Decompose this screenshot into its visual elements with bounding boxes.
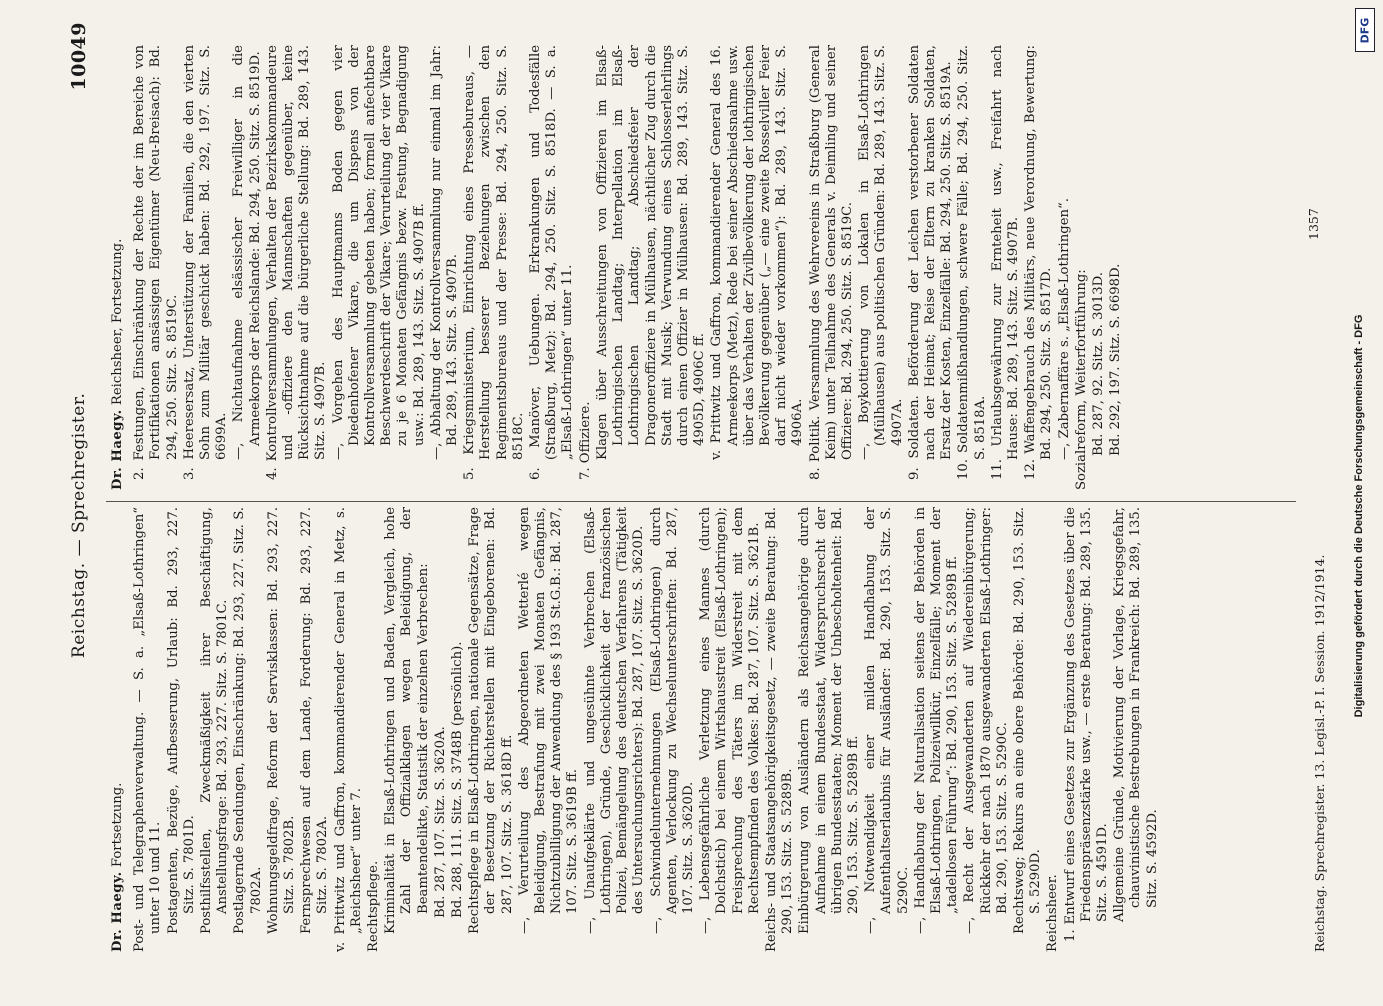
index-entry: Postagenten, Bezüge, Aufbesserung, Urlaub: Bd. 293, 227. Sitz. S. 7801D.	[165, 507, 197, 934]
right-speaker-name: Dr. Haegy.	[110, 409, 125, 490]
header-title: Reichstag. — Sprechregister.	[69, 392, 89, 659]
index-entry: v. Prittwitz und Gaffron, kommandierender General in Metz, s. „Reichsheer“ unter 7.	[332, 507, 364, 952]
index-entry: —, Abhaltung der Kontrollversammlung nur einmal im Jahr: Bd. 289, 143. Sitz. S. 4907B.	[428, 45, 461, 460]
dfg-logo-text: DFG	[1358, 17, 1372, 43]
index-entry: 2. Festungen, Einschränkung der Rechte der im Bereiche von Fortifikationen ansässigen Eigentümer (Neu-Breisach): Bd. 294, 250. Sitz. S. 8519C.	[132, 45, 180, 480]
index-entry: 7. Offiziere.	[577, 401, 593, 480]
index-entry: Rechtspflege.	[366, 860, 382, 952]
index-entry: Allgemeine Gründe, Motivierung der Vorlage, Kriegsgefahr, chauvinistische Bestrebungen in Frankreich: Bd. 289, 135. Sitz. S. 4592D.	[1112, 507, 1160, 922]
index-entry: Postlagernde Sendungen, Einschränkung: Bd. 293, 227. Sitz. S. 7802A.	[232, 507, 264, 934]
index-entry: Rechtspflege in Elsaß-Lothringen, nationale Gegensätze, Frage der Besetzung der Richterstellen mit Eingeborenen: Bd. 287, 107. Sitz. S. 3618D ff.	[467, 507, 515, 934]
index-entry: —, Unaufgeklärte und ungesühnte Verbrechen (Elsaß-Lothringen), Gründe, Geschicklichkeit der französischen Polizei, Bemängelung des deutschen Verfahrens (Tätigkeit des Untersuchungsrichters): Bd. 287, 107. Sitz. S. 3620D.	[582, 507, 647, 934]
index-entry: Fernsprechwesen auf dem Lande, Forderung: Bd. 293, 227. Sitz. S. 7802A.	[299, 507, 331, 934]
index-entry: Bd. 288, 111. Sitz. S. 3748B (persönlich).	[450, 641, 466, 918]
index-entry: 9. Soldaten. Beförderung der Leichen verstorbener Soldaten nach der Heimat; Reise der Eltern zu kranken Soldaten, Ersatz der Kosten, Einzelfälle: Bd. 294, 250. Sitz. S. 8519A.	[906, 45, 955, 480]
index-entry: Sozialreform, Weiterfortführung:	[1073, 269, 1089, 490]
index-entry: Rechtsweg; Rekurs an eine obere Behörde: Bd. 290, 153. Sitz. S. 5290D.	[1011, 507, 1044, 934]
index-entry: Bd. 292, 197. Sitz. S. 6698D.	[1108, 263, 1124, 456]
page-header	[62, 22, 96, 960]
left-column-head	[110, 507, 126, 952]
index-entry: 12. Waffengebrauch des Militärs, neue Verordnung, Bewertung: Bd. 294, 250. Sitz. S. 8517D.	[1023, 45, 1055, 480]
index-entry: —, Schwindelunternehmungen (Elsaß-Lothringen) durch Agenten, Verlockung zu Wechselunterschriften: Bd. 287, 107. Sitz. S. 3620D.	[648, 507, 696, 934]
index-entry: Posthilfsstellen, Zweckmäßigkeit ihrer Beschäftigung, Anstellungsfrage: Bd. 293, 227. Sitz. S. 7801C.	[199, 507, 231, 934]
right-column	[110, 45, 1125, 490]
index-entry: 5. Kriegsministerium, Einrichtung eines Pressebureaus, — Herstellung besserer Beziehungen zwischen den Regimentsbureaus und der Presse: Bd. 294, 250. Sitz. S. 8518C.	[462, 45, 526, 480]
index-entry: —, Verurteilung des Abgeordneten Wetterlé wegen Beleidigung, Bestrafung mit zwei Monaten Gefängnis, Nichtzubilligung der Anwendung des § 193 St.G.B.: Bd. 287, 107. Sitz. S. 3619B ff.	[516, 507, 581, 934]
page-number: 10049	[68, 22, 90, 91]
index-entry: —, Recht der Ausgewanderten auf Wiedereinbürgerung; Rückkehr der nach 1870 ausgewanderten Elsaß-Lothringer: Bd. 290, 153. Sitz. S. 5290C.	[962, 507, 1010, 934]
index-entry: Einbürgerung von Ausländern als Reichsangehörige durch Aufnahme in einem Bundesstaat, Widerspruchsrecht der übrigen Bundesstaaten; Moment der Unbescholtenheit: Bd. 290, 153. Sitz. S. 5289B ff.	[797, 507, 861, 934]
index-entry: 6. Manöver, Uebungen. Erkrankungen und Todesfälle (Straßburg, Metz): Bd. 294, 250. Sitz. S. 8518D. — S. a. „Elsaß-Lothringen“ unter 11.	[528, 45, 576, 480]
index-entry: 1. Entwurf eines Gesetzes zur Ergänzung des Gesetzes über die Friedenspräsenzstärke usw., — erste Beratung: Bd. 289, 135. Sitz. S. 4591D.	[1062, 507, 1110, 942]
footer-left: Reichstag. Sprechregister. 13. Legisl.-P. I. Session. 1912/1914.	[1312, 554, 1327, 952]
index-entry: 4. Kontrollversammlungen, Verhalten der Bezirkskommandeure und -offiziere den Mannschaften gegenüber, keine Rücksichtnahme auf die bürgerliche Stellung: Bd. 289, 143. Sitz. S. 4907B.	[264, 45, 329, 480]
left-speaker-name: Dr. Haegy.	[110, 871, 125, 952]
index-entry: Reichsheer.	[1045, 874, 1061, 952]
column-divider	[106, 501, 1296, 502]
dfg-funding-note: Digitalisierung gefördert durch die Deutsche Forschungsgemeinschaft - DFG	[1353, 314, 1365, 718]
right-continuation: Reichsheer, Fortsetzung.	[110, 238, 125, 406]
index-entry: v. Prittwitz und Gaffron, kommandierender General des 16. Armeekorps (Metz), Rede bei seiner Abschiedsnahme usw. über das Verhalten der Zivilbevölkerung der lothringischen Bevölkerung gegenüber („— eine zweite Rosselviller Feier darf nicht wieder vorkommen“): Bd. 289, 143. Sitz. S. 4906A.	[709, 45, 806, 460]
index-entry: 10. Soldatenmißhandlungen, schwere Fälle; Bd. 294, 250. Sitz. S. 8518A.	[956, 45, 988, 480]
index-entry: Bd. 287, 107. Sitz. S. 3620A.	[432, 726, 448, 918]
index-entry: Post- und Telegraphenverwaltung. — S. a. „Elsaß-Lothringen“ unter 10 und 11.	[132, 507, 164, 952]
index-entry: —, Zabernaffäre s. „Elsaß-Lothringen“.	[1056, 198, 1072, 460]
index-entry: —, Notwendigkeit einer milden Handhabung der Aufenthaltserlaubnis für Ausländer: Bd. 290, 153. Sitz. S. 5290C.	[863, 507, 911, 934]
index-entry: 11. Urlaubsgewährung zur Ernteheit usw., Freifahrt nach Hause: Bd. 289, 143. Sitz. S. 4907B.	[989, 45, 1021, 480]
index-entry: Klagen über Ausschreitungen von Offizieren im Elsaß-Lothringischen Landtag; Interpellation im Elsaß-Lothringischen Landtag; Abschiedsfeier der Dragoneroffiziere in Mülhausen, nächtlicher Zug durch die Stadt mit Musik; Verwundung eines Schlosserlehrlings durch einen Offizier in Mülhausen: Bd. 289, 143. Sitz. S. 4905D, 4906C ff.	[594, 45, 708, 460]
index-entry: —, Nichtaufnahme elsässischer Freiwilliger in die Armeekorps der Reichslande: Bd. 294, 250. Sitz. S. 8519D.	[231, 45, 263, 460]
footer-page-sequence: 1357	[1306, 208, 1321, 240]
index-entry: —, Handhabung der Naturalisation seitens der Behörden in Elsaß-Lothringen, Polizeiwillkür, Einzelfälle; Moment der „tadellosen Führung“: Bd. 290, 153. Sitz. S. 5289B ff.	[912, 507, 961, 934]
left-continuation: Fortsetzung.	[110, 782, 125, 868]
right-column-head	[110, 45, 126, 490]
index-entry: Bd. 287, 92. Sitz. S. 3013D.	[1090, 272, 1106, 456]
left-column	[110, 507, 1162, 952]
index-entry: Wohnungsgeldfrage, Reform der Servisklassen: Bd. 293, 227. Sitz. S. 7802B.	[265, 507, 298, 934]
index-entry: —, Vorgehen des Hauptmanns Boden gegen vier Diedenhofener Vikare, die um Dispens von der Kontrollversammlung gebeten haben; formell anfechtbare Beschwerdeschrift der Vikare; Verurteilung der vier Vikare zu je 6 Monaten Gefängnis bezw. Festung, Begnadigung usw.: Bd. 289, 143. Sitz. S. 4907B ff.	[330, 45, 427, 460]
dfg-sidebar	[1355, 8, 1377, 988]
index-entry: Kriminalität in Elsaß-Lothringen und Baden, Vergleich, hohe Zahl der Offizialklagen wegen Beleidigung, der Beamtendelikte, Statistik der einzelnen Verbrechen:	[383, 507, 431, 934]
index-entry: 8. Politik. Versammlung des Wehrvereins in Straßburg (General Keim) unter Teilnahme des Generals v. Deimling und seiner Offiziere: Bd. 294, 250. Sitz. S. 8519C.	[807, 45, 855, 480]
index-entry: Reichs- und Staatsangehörigkeitsgesetz, — zweite Beratung: Bd. 290, 153. Sitz. S. 5289B.	[763, 507, 796, 952]
index-entry: —, Lebensgefährliche Verletzung eines Mannes (durch Dolchstich) bei einem Wirtshausstreit (Elsaß-Lothringen); Freisprechung des Täters im Widerstreit mit dem Rechtsempfinden des Volkes: Bd. 287, 107. Sitz. S. 3621B.	[698, 507, 762, 934]
index-entry: —, Boykottierung von Lokalen in Elsaß-Lothringen (Mülhausen) aus politischen Gründen: Bd. 289, 143. Sitz. S. 4907A.	[857, 45, 905, 460]
index-entry: 3. Heeresersatz, Unterstützung der Familien, die den vierten Sohn zum Militär geschickt haben: Bd. 292, 197. Sitz. S. 6699A.	[181, 45, 230, 480]
